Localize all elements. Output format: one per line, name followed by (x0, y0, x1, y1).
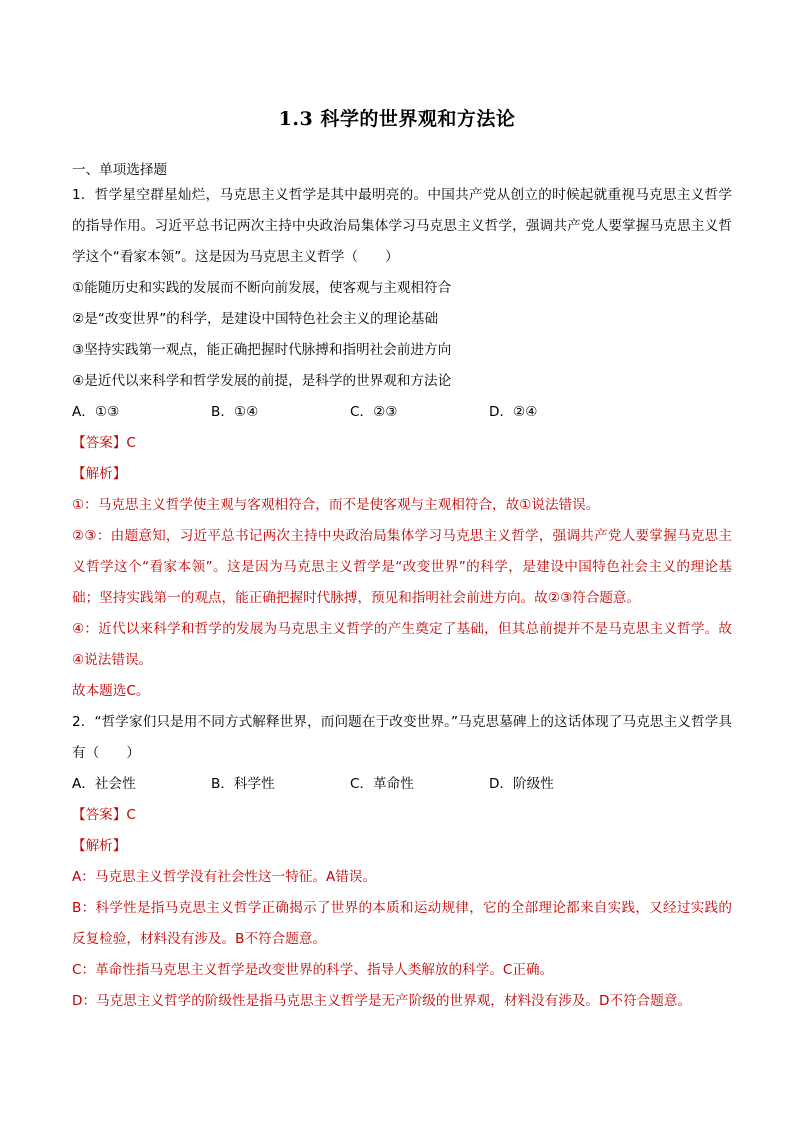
question-1-stem: 1．哲学星空群星灿烂，马克思主义哲学是其中最明亮的。中国共产党从创立的时候起就重视马克思主义哲学的指导作用。习近平总书记两次主持中央政治局集体学习马克思主义哲学，强调共产党人要掌握马克思主义哲学这个“看家本领”。这是因为马克思主义哲学（ ） (72, 187, 732, 265)
question-1-statement-3: ③坚持实践第一观点，能正确把握时代脉搏和指明社会前进方向 (72, 342, 452, 358)
question-1-statement-1: ①能随历史和实践的发展而不断向前发展，使客观与主观相符合 (72, 280, 452, 296)
question-2-option-c: C．革命性 (350, 776, 414, 792)
question-2-option-b: B．科学性 (211, 776, 275, 792)
question-1-analysis-label: 【解析】 (72, 466, 127, 482)
question-1-analysis-1: ①：马克思主义哲学使主观与客观相符合，而不是使客观与主观相符合，故①说法错误。 (72, 497, 600, 513)
question-2-option-d: D．阶级性 (489, 776, 554, 792)
question-1-analysis-3: ④：近代以来科学和哲学的发展为马克思主义哲学的产生奠定了基础，但其总前提并不是马克思主义哲学。故④说法错误。 (72, 621, 732, 668)
question-2-analysis-label: 【解析】 (72, 838, 127, 854)
question-2-options (72, 769, 732, 800)
question-1 (72, 180, 732, 707)
question-2-analysis-b: B：科学性是指马克思主义哲学正确揭示了世界的本质和运动规律，它的全部理论都来自实践，又经过实践的反复检验，材料没有涉及。B不符合题意。 (72, 900, 732, 947)
question-1-statement-2: ②是“改变世界”的科学，是建设中国特色社会主义的理论基础 (72, 311, 439, 327)
question-1-option-d: D．②④ (489, 404, 538, 420)
question-1-option-c: C．②③ (350, 404, 398, 420)
section-heading: 一、单项选择题 (72, 162, 168, 178)
document-body (72, 160, 732, 1017)
question-1-options (72, 397, 732, 428)
question-1-option-b: B．①④ (211, 404, 259, 420)
question-1-analysis-2: ②③：由题意知，习近平总书记两次主持中央政治局集体学习马克思主义哲学，强调共产党人要掌握马克思主义哲学这个“看家本领”。这是因为马克思主义哲学是“改变世界”的科学，是建设中国特色社会主义的理论基础；坚持实践第一的观点，能正确把握时代脉搏，预见和指明社会前进方向。故②③符合题意。 (72, 528, 732, 606)
question-2-analysis-d: D：马克思主义哲学的阶级性是指马克思主义哲学是无产阶级的世界观，材料没有涉及。D不符合题意。 (72, 993, 692, 1009)
question-2 (72, 707, 732, 1017)
page-title: 1.3 科学的世界观和方法论 (278, 108, 516, 130)
question-1-conclusion: 故本题选C。 (72, 683, 150, 699)
question-2-option-a: A．社会性 (72, 776, 136, 792)
question-1-answer: 【答案】C (72, 435, 136, 451)
question-1-option-a: A．①③ (72, 404, 120, 420)
question-1-statement-4: ④是近代以来科学和哲学发展的前提，是科学的世界观和方法论 (72, 373, 452, 389)
question-2-stem: 2．“哲学家们只是用不同方式解释世界，而问题在于改变世界。”马克思墓碑上的这话体现了马克思主义哲学具有（ ） (72, 714, 732, 761)
question-2-answer: 【答案】C (72, 807, 136, 823)
question-2-analysis-c: C：革命性指马克思主义哲学是改变世界的科学、指导人类解放的科学。C正确。 (72, 962, 554, 978)
question-2-analysis-a: A：马克思主义哲学没有社会性这一特征。A错误。 (72, 869, 377, 885)
